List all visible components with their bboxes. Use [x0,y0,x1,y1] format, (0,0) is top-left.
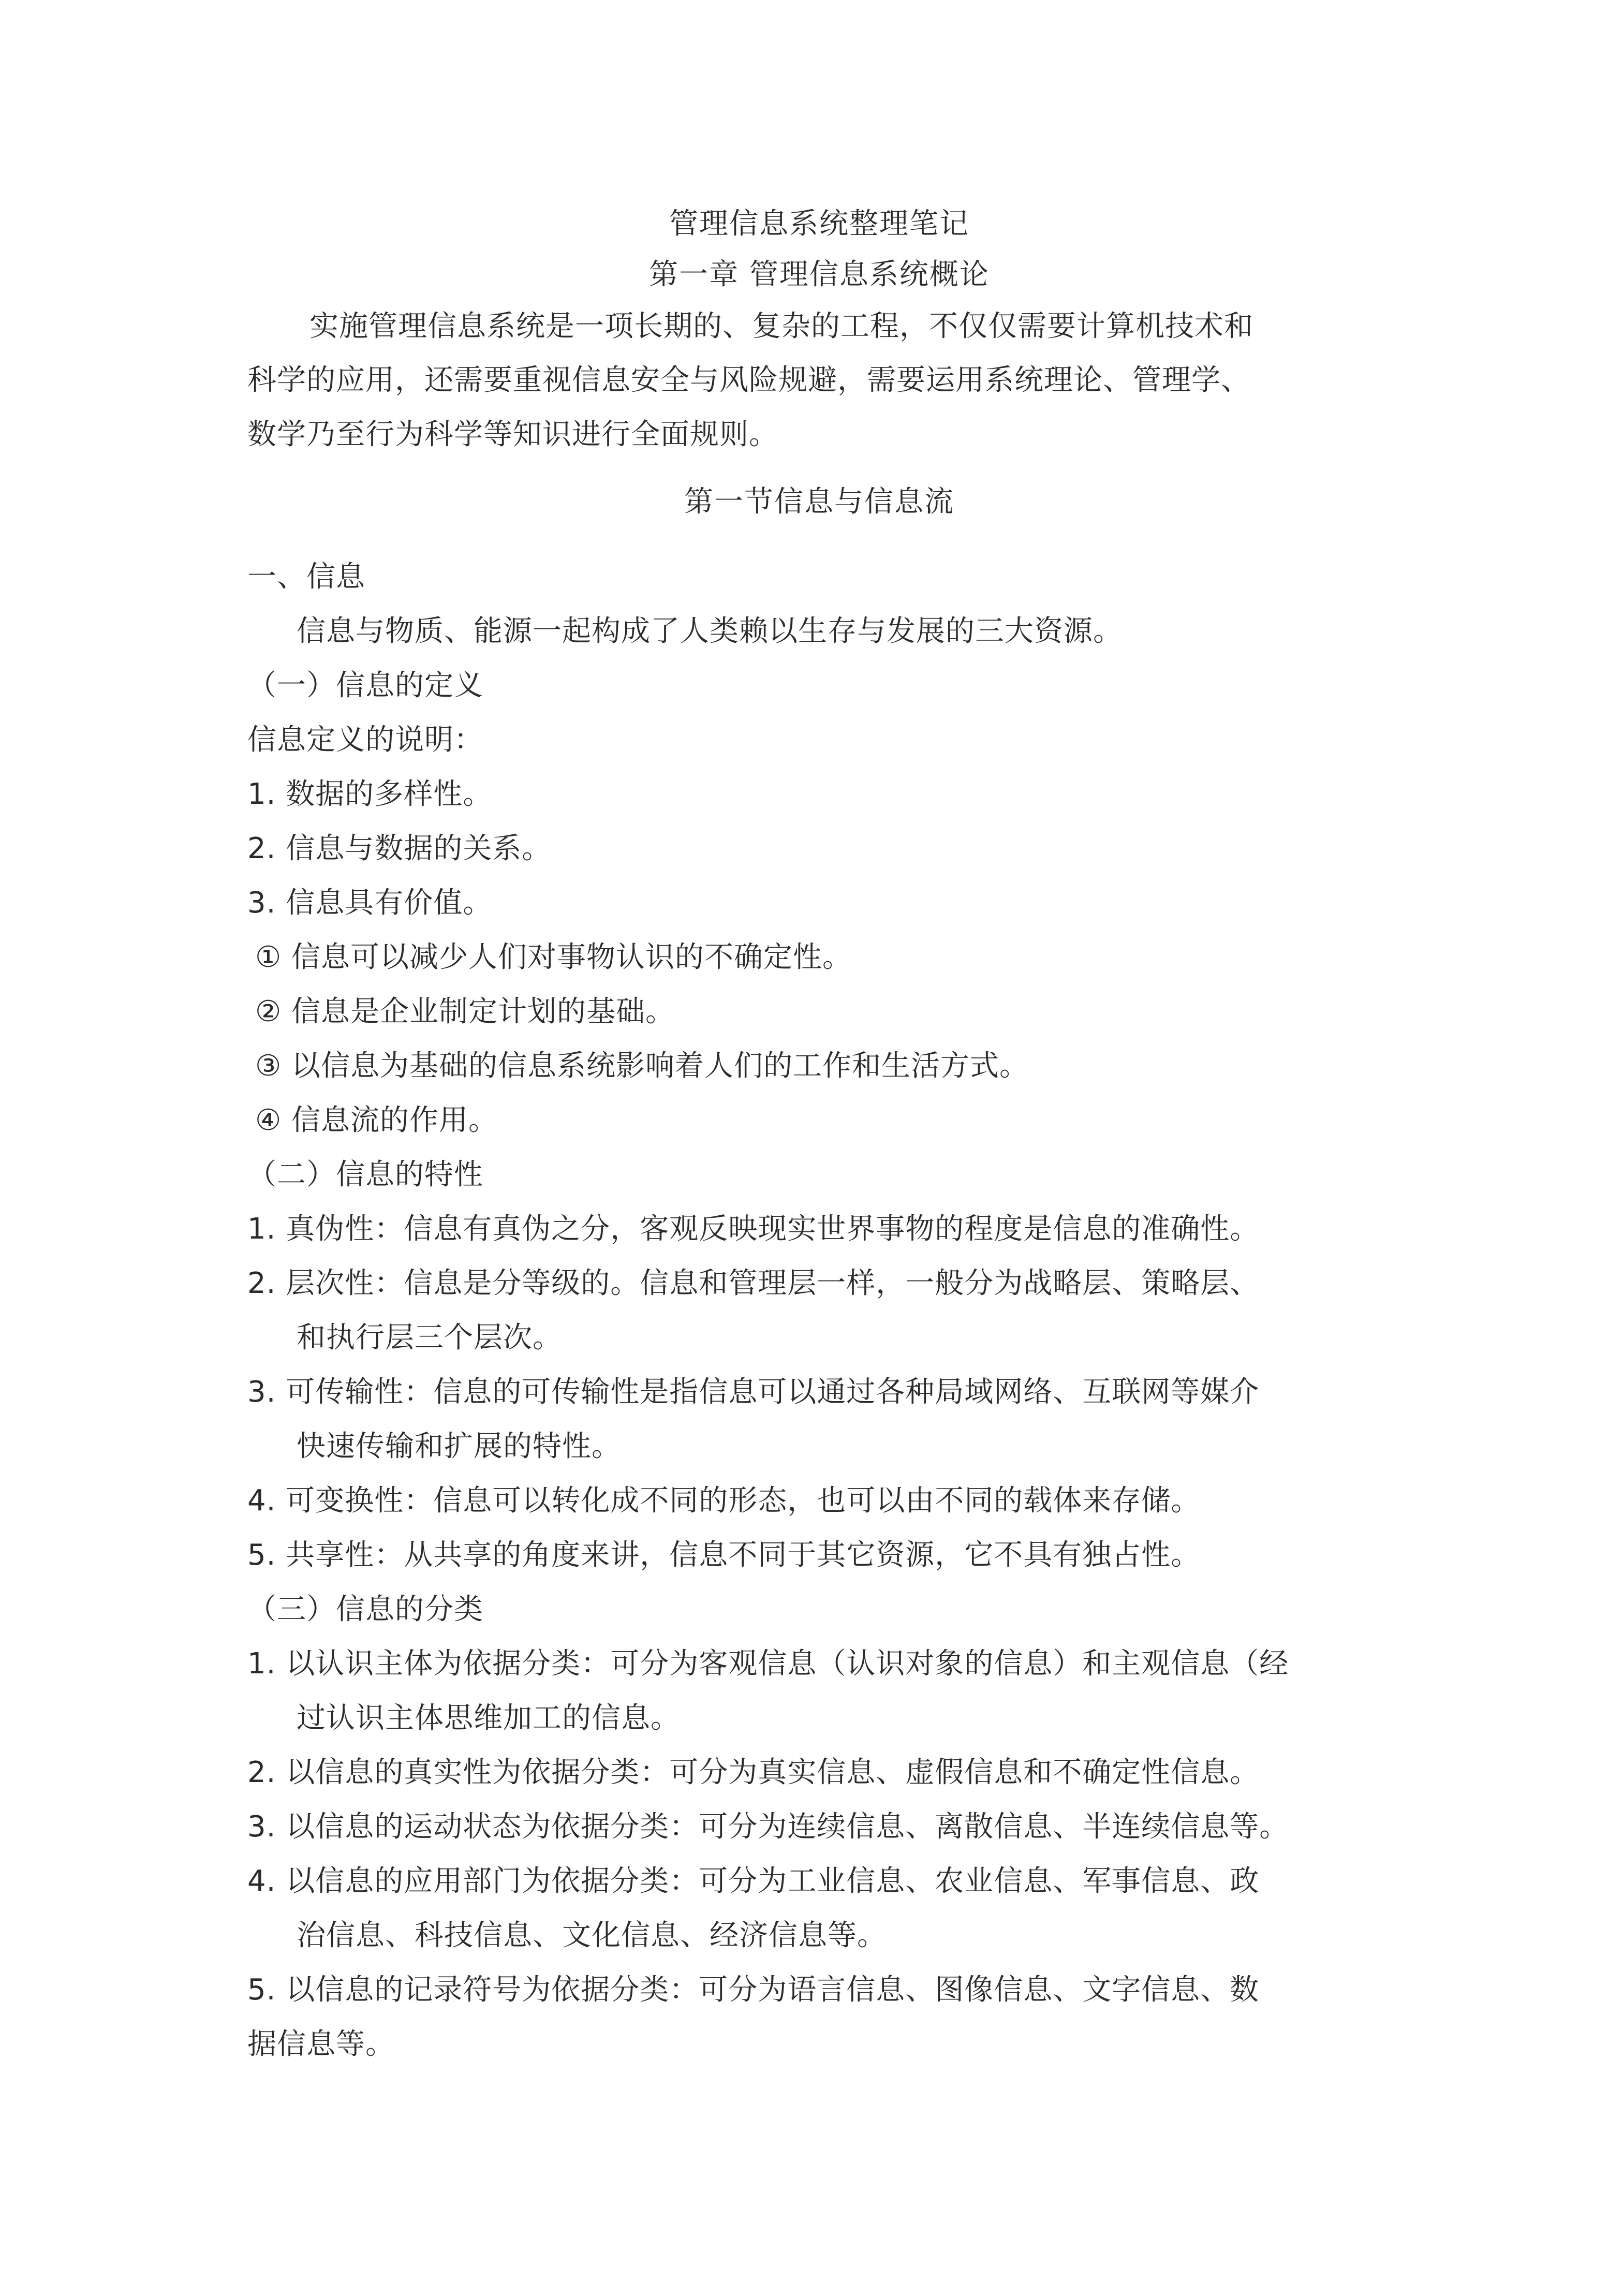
list-item: 1. 以认识主体为依据分类：可分为客观信息（认识对象的信息）和主观信息（经 [247,1647,1289,1681]
part-heading: 一、信息 [247,560,365,594]
list-item: 2. 层次性：信息是分等级的。信息和管理层一样，一般分为战略层、策略层、 [247,1267,1260,1300]
list-item: 3. 可传输性：信息的可传输性是指信息可以通过各种局域网络、互联网等媒介 [247,1375,1260,1409]
list-item: 1. 真伪性：信息有真伪之分，客观反映现实世界事物的程度是信息的准确性。 [247,1212,1260,1246]
intro-line: 数学乃至行为科学等知识进行全面规则。 [247,418,778,451]
list-item: 4. 以信息的应用部门为依据分类：可分为工业信息、农业信息、军事信息、政 [247,1864,1260,1898]
value-point: ③ 以信息为基础的信息系统影响着人们的工作和生活方式。 [255,1049,1029,1083]
chapter-heading: 第一章 管理信息系统概论 [649,258,990,291]
definition-explain: 信息定义的说明： [247,723,483,757]
list-item-continuation: 和执行层三个层次。 [297,1321,562,1355]
list-item: 1. 数据的多样性。 [247,777,493,811]
list-item: 5. 共享性：从共享的角度来讲，信息不同于其它资源，它不具有独占性。 [247,1538,1201,1572]
value-point: ② 信息是企业制定计划的基础。 [255,995,675,1028]
intro-line: 科学的应用，还需要重视信息安全与风险规避，需要运用系统理论、管理学、 [247,363,1250,397]
subsection-heading: （三）信息的分类 [247,1593,483,1626]
list-item-continuation: 治信息、科技信息、文化信息、经济信息等。 [297,1919,887,1952]
list-item: 5. 以信息的记录符号为依据分类：可分为语言信息、图像信息、文字信息、数 [247,1973,1260,2007]
list-item: 2. 以信息的真实性为依据分类：可分为真实信息、虚假信息和不确定性信息。 [247,1756,1260,1789]
list-item: 2. 信息与数据的关系。 [247,832,552,865]
intro-line: 实施管理信息系统是一项长期的、复杂的工程，不仅仅需要计算机技术和 [309,310,1253,343]
value-point: ① 信息可以减少人们对事物认识的不确定性。 [255,940,852,974]
subsection-heading: （一）信息的定义 [247,669,483,702]
section-heading: 第一节信息与信息流 [684,485,954,519]
list-item: 3. 信息具有价值。 [247,886,493,920]
list-item: 3. 以信息的运动状态为依据分类：可分为连续信息、离散信息、半连续信息等。 [247,1810,1289,1844]
list-item-continuation: 据信息等。 [247,2027,395,2061]
list-item: 4. 可变换性：信息可以转化成不同的形态，也可以由不同的载体来存储。 [247,1484,1201,1518]
value-point: ④ 信息流的作用。 [255,1103,498,1137]
lead-paragraph: 信息与物质、能源一起构成了人类赖以生存与发展的三大资源。 [297,614,1123,648]
subsection-heading: （二）信息的特性 [247,1158,483,1191]
list-item-continuation: 过认识主体思维加工的信息。 [297,1701,680,1735]
document-title: 管理信息系统整理笔记 [669,207,969,241]
list-item-continuation: 快速传输和扩展的特性。 [297,1430,621,1463]
